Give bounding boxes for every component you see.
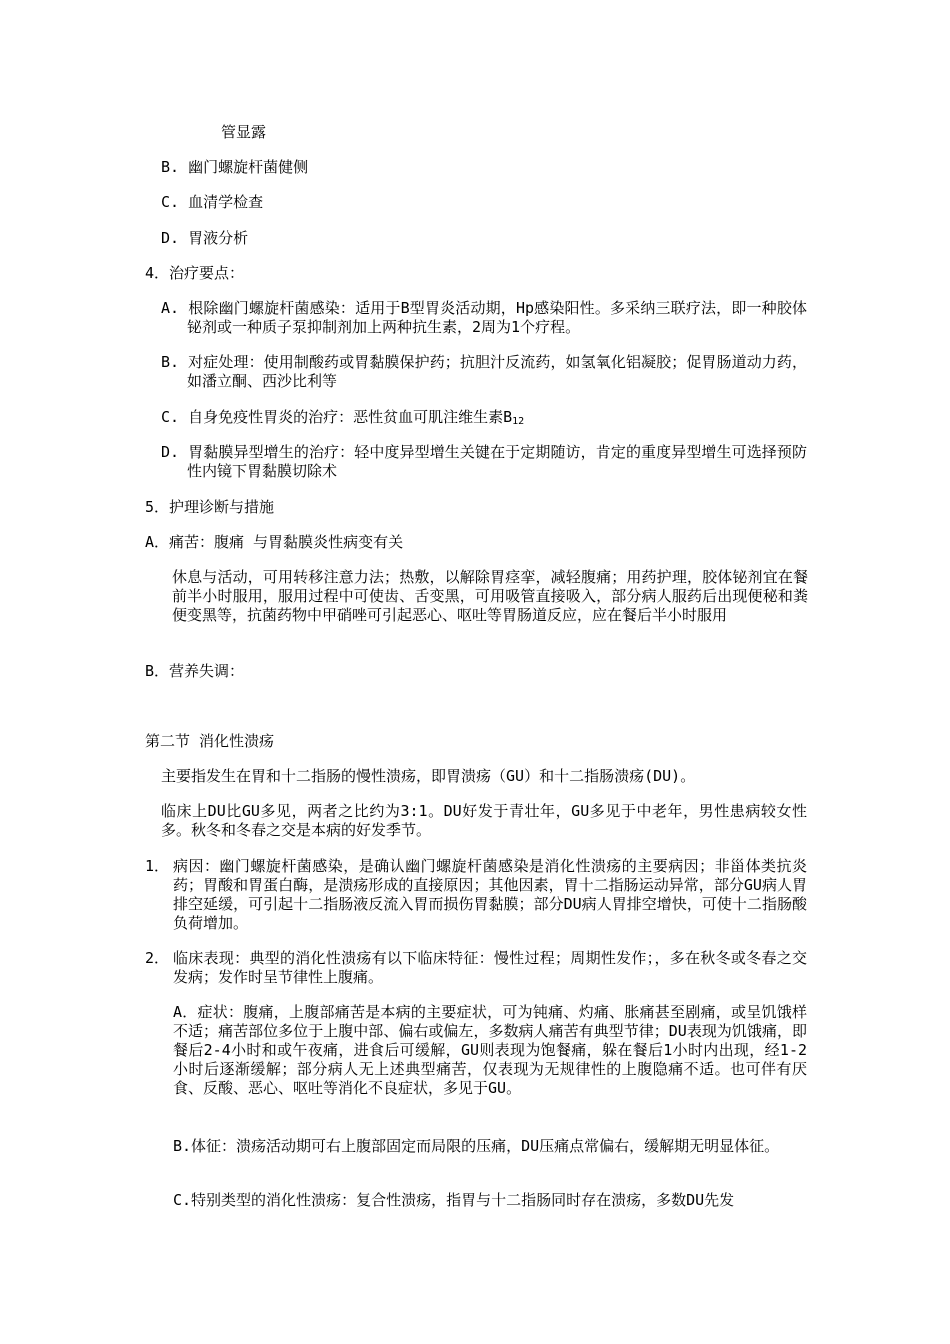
diag-item-d: D. 胃液分析 xyxy=(161,229,249,247)
diag-item-c: C. 血清学检查 xyxy=(161,193,264,211)
signs-paragraph: B.体征：溃疡活动期可右上腹部固定而局限的压痛，DU压痛点常偏右，缓解期无明显体征。 xyxy=(173,1137,780,1155)
item-1-etiology: 病因：幽门螺旋杆菌感染，是确认幽门螺旋杆菌感染是消化性溃疡的主要病因；非甾体类抗炎药；胃酸和胃蛋白酶，是溃疡形成的直接原因；其他因素，胃十二指肠运动异常，部分GU病人胃排空延缓，可引起十二指肠液反流入胃而损伤胃黏膜；部分DU病人胃排空增快，可使十二指肠酸负荷增加。 xyxy=(173,857,807,932)
diag-item-b: B. 幽门螺旋杆菌健侧 xyxy=(161,158,309,176)
section-title: 第二节 消化性溃疡 xyxy=(145,732,275,750)
treatment-item-d: D. 胃黏膜异型增生的治疗：轻中度异型增生关键在于定期随访，肯定的重度异型增生可选择预防性内镜下胃黏膜切除术 xyxy=(161,443,807,480)
intro-paragraph-1: 主要指发生在胃和十二指肠的慢性溃疡，即胃溃疡（GU）和十二指肠溃疡(DU)。 xyxy=(161,767,696,785)
item-2-clinical: 临床表现：典型的消化性溃疡有以下临床特征：慢性过程；周期性发作；，多在秋冬或冬春之交发病；发作时呈节律性上腹痛。 xyxy=(173,949,807,986)
nursing-a-body: 休息与活动，可用转移注意力法；热敷，以解除胃痉挛，减轻腹痛；用药护理，胶体铋剂宜在餐前半小时服用，服用过程中可使齿、舌变黑，可用吸管直接吸入，部分病人服药后出现便秘和粪便变黑等，抗菌药物中甲硝唑可引起恶心、呕吐等胃肠道反应，应在餐后半小时服用 xyxy=(172,568,808,624)
treatment-item-b: B. 对症处理：使用制酸药或胃黏膜保护药；抗胆汁反流药，如氢氧化铝凝胶；促胃肠道动力药，如潘立酮、西沙比利等 xyxy=(161,353,807,390)
treatment-item-c-text: C. 自身免疫性胃炎的治疗：恶性贫血可肌注维生素B xyxy=(161,408,513,426)
intro-paragraph-2: 临床上DU比GU多见，两者之比约为3:1。DU好发于青壮年，GU多见于中老年，男性患病较女性多。秋冬和冬春之交是本病的好发季节。 xyxy=(161,802,807,839)
nursing-a-heading: A．痛苦：腹痛 与胃黏膜炎性病变有关 xyxy=(145,533,404,551)
item-1-number: 1． xyxy=(145,857,170,875)
top-fragment: 管显露 xyxy=(221,123,267,141)
section-5-heading: 5．护理诊断与措施 xyxy=(145,498,275,516)
nursing-b-heading: B．营养失调： xyxy=(145,662,245,680)
treatment-item-c xyxy=(161,408,524,429)
vitamin-subscript: 12 xyxy=(512,416,525,427)
item-2-number: 2． xyxy=(145,949,170,967)
symptoms-paragraph: A．症状：腹痛，上腹部痛苦是本病的主要症状，可为钝痛、灼痛、胀痛甚至剧痛，或呈饥饿样不适；痛苦部位多位于上腹中部、偏右或偏左，多数病人痛苦有典型节律；DU表现为饥饿痛，即餐后2-4小时和或午夜痛，进食后可缓解，GU则表现为饱餐痛，躲在餐后1小时内出现，经1-2小时后逐渐缓解；部分病人无上述典型痛苦，仅表现为无规律性的上腹隐痛不适。也可伴有厌食、反酸、恶心、呕吐等消化不良症状，多见于GU。 xyxy=(173,1003,807,1097)
treatment-item-a: A. 根除幽门螺旋杆菌感染：适用于B型胃炎活动期，Hp感染阳性。多采纳三联疗法，即一种胶体铋剂或一种质子泵抑制剂加上两种抗生素，2周为1个疗程。 xyxy=(161,299,807,336)
section-4-heading: 4．治疗要点： xyxy=(145,264,245,282)
special-types-paragraph: C.特别类型的消化性溃疡：复合性溃疡，指胃与十二指肠同时存在溃疡，多数DU先发 xyxy=(173,1191,735,1209)
